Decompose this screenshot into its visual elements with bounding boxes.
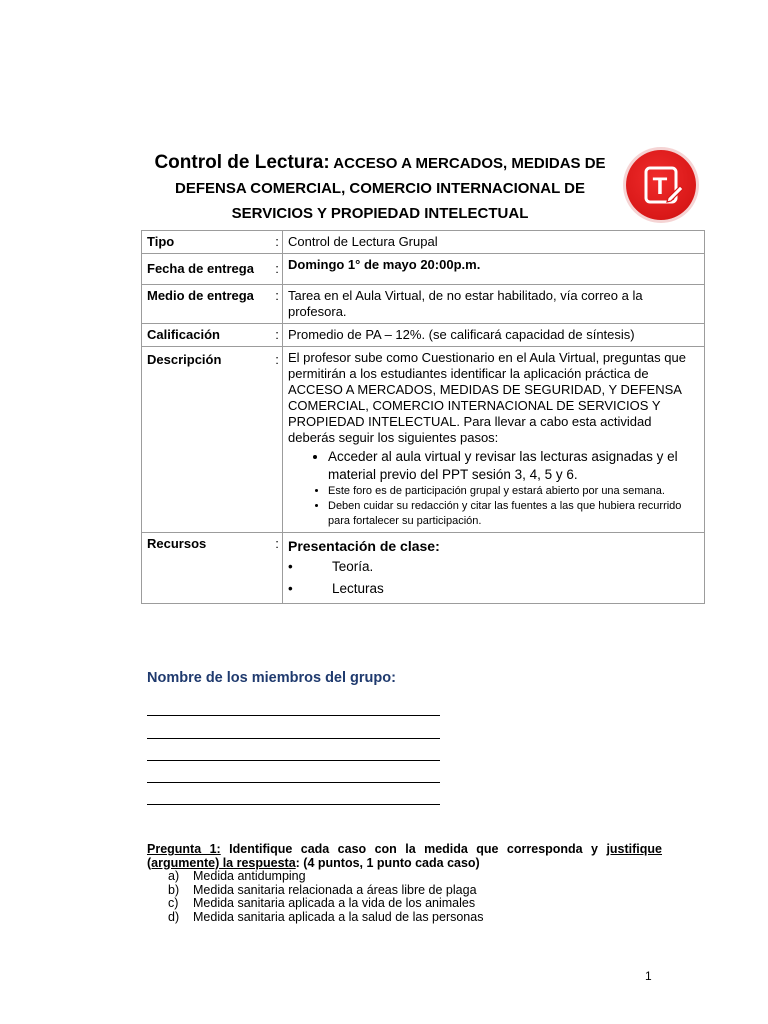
- medio-label: Medio de entrega: [142, 285, 273, 324]
- separator: :: [272, 254, 283, 285]
- row-fecha: [142, 254, 705, 285]
- group-members-heading: Nombre de los miembros del grupo:: [147, 670, 396, 686]
- list-item: • Deben cuidar su redacción y citar las fuentes a las que hubiera recurrido para fortalecer su participación.: [328, 499, 699, 529]
- option-text: Medida sanitaria relacionada a áreas libre de plaga: [193, 882, 477, 897]
- name-line[interactable]: [147, 760, 440, 761]
- list-item: [288, 556, 699, 578]
- logo: [626, 150, 696, 220]
- question-text: Identifique cada caso con la medida que corresponda y: [220, 842, 607, 856]
- calificacion-label: Calificación: [142, 324, 273, 347]
- name-line[interactable]: [147, 782, 440, 783]
- descripcion-bullets: [288, 448, 699, 529]
- recursos-label: Recursos: [142, 533, 273, 604]
- separator: :: [272, 324, 283, 347]
- recursos-item: Lecturas: [332, 581, 384, 596]
- list-item: [168, 884, 662, 898]
- row-medio: [142, 285, 705, 324]
- pencil-edit-icon: [626, 150, 696, 220]
- separator: :: [272, 347, 283, 533]
- row-descripcion: [142, 347, 705, 533]
- descripcion-label: Descripción: [142, 347, 273, 533]
- option-text: Medida sanitaria aplicada a la salud de las personas: [193, 909, 484, 924]
- tipo-label: Tipo: [142, 231, 273, 254]
- option-text: Medida sanitaria aplicada a la vida de los animales: [193, 896, 476, 910]
- question-block: [147, 843, 662, 924]
- fecha-value: Domingo 1° de mayo 20:00p.m.: [283, 254, 705, 285]
- row-recursos: [142, 533, 705, 604]
- logo-letter: T: [652, 173, 668, 200]
- descripcion-value: [283, 347, 705, 533]
- tipo-value: Control de Lectura Grupal: [283, 231, 705, 254]
- separator: :: [272, 533, 283, 604]
- option-key: d): [168, 909, 180, 924]
- medio-value: Tarea en el Aula Virtual, de no estar habilitado, vía correo a la profesora.: [283, 285, 705, 324]
- option-key: b): [168, 882, 180, 897]
- question-label: Pregunta 1:: [147, 842, 221, 856]
- list-item: • Este foro es de participación grupal y estará abierto por una semana.: [328, 484, 699, 499]
- row-tipo: [142, 231, 705, 254]
- option-key: a): [168, 869, 180, 883]
- title-prefix: Control de Lectura:: [154, 152, 330, 173]
- recursos-item: Teoría.: [332, 559, 374, 574]
- row-calificacion: [142, 324, 705, 347]
- fecha-label: Fecha de entrega: [142, 254, 273, 285]
- list-item: [168, 911, 662, 925]
- list-item: [168, 870, 662, 884]
- option-key: c): [168, 896, 179, 910]
- recursos-title: Presentación de clase:: [288, 538, 440, 554]
- page-number: 1: [645, 969, 652, 983]
- name-line[interactable]: [147, 715, 440, 716]
- name-line[interactable]: [147, 804, 440, 805]
- title-line-2: DEFENSA COMERCIAL, COMERCIO INTERNACIONAL DE: [174, 180, 585, 197]
- list-item: • Acceder al aula virtual y revisar las lecturas asignadas y el material previo del PPT sesión 3, 4, 5 y 6.: [328, 448, 699, 484]
- question-points: : (4 puntos, 1 punto cada caso): [295, 855, 480, 870]
- separator: :: [272, 231, 283, 254]
- title-line-3: SERVICIOS Y PROPIEDAD INTELECTUAL: [231, 205, 529, 222]
- recursos-value: [283, 533, 705, 604]
- list-item: [288, 578, 699, 600]
- bullet: •: [288, 559, 293, 574]
- title-line-1: ACCESO A MERCADOS, MEDIDAS DE: [333, 155, 606, 172]
- info-table: [141, 230, 705, 604]
- list-item: [168, 897, 662, 911]
- name-line[interactable]: [147, 738, 440, 739]
- document-title: [150, 150, 610, 226]
- separator: :: [272, 285, 283, 324]
- question-text-underlined: justifique (argumente) la respuesta: [147, 842, 662, 870]
- descripcion-paragraph: El profesor sube como Cuestionario en el Aula Virtual, preguntas que permitirán a los estudiantes identificar la aplicación práctica de ACCESO A MERCADOS, MEDIDAS DE SEGURIDAD, Y DEFENSA COMERCIAL, COMERCIO INTERNACIONAL DE SERVICIOS Y PROPIEDAD INTELECTUAL. Para llevar a cabo esta actividad deberás seguir los siguientes pasos:: [288, 350, 686, 445]
- question-heading: [147, 843, 662, 870]
- bullet: •: [288, 581, 293, 596]
- calificacion-value: Promedio de PA – 12%. (se calificará capacidad de síntesis): [283, 324, 705, 347]
- option-text: Medida antidumping: [193, 869, 306, 883]
